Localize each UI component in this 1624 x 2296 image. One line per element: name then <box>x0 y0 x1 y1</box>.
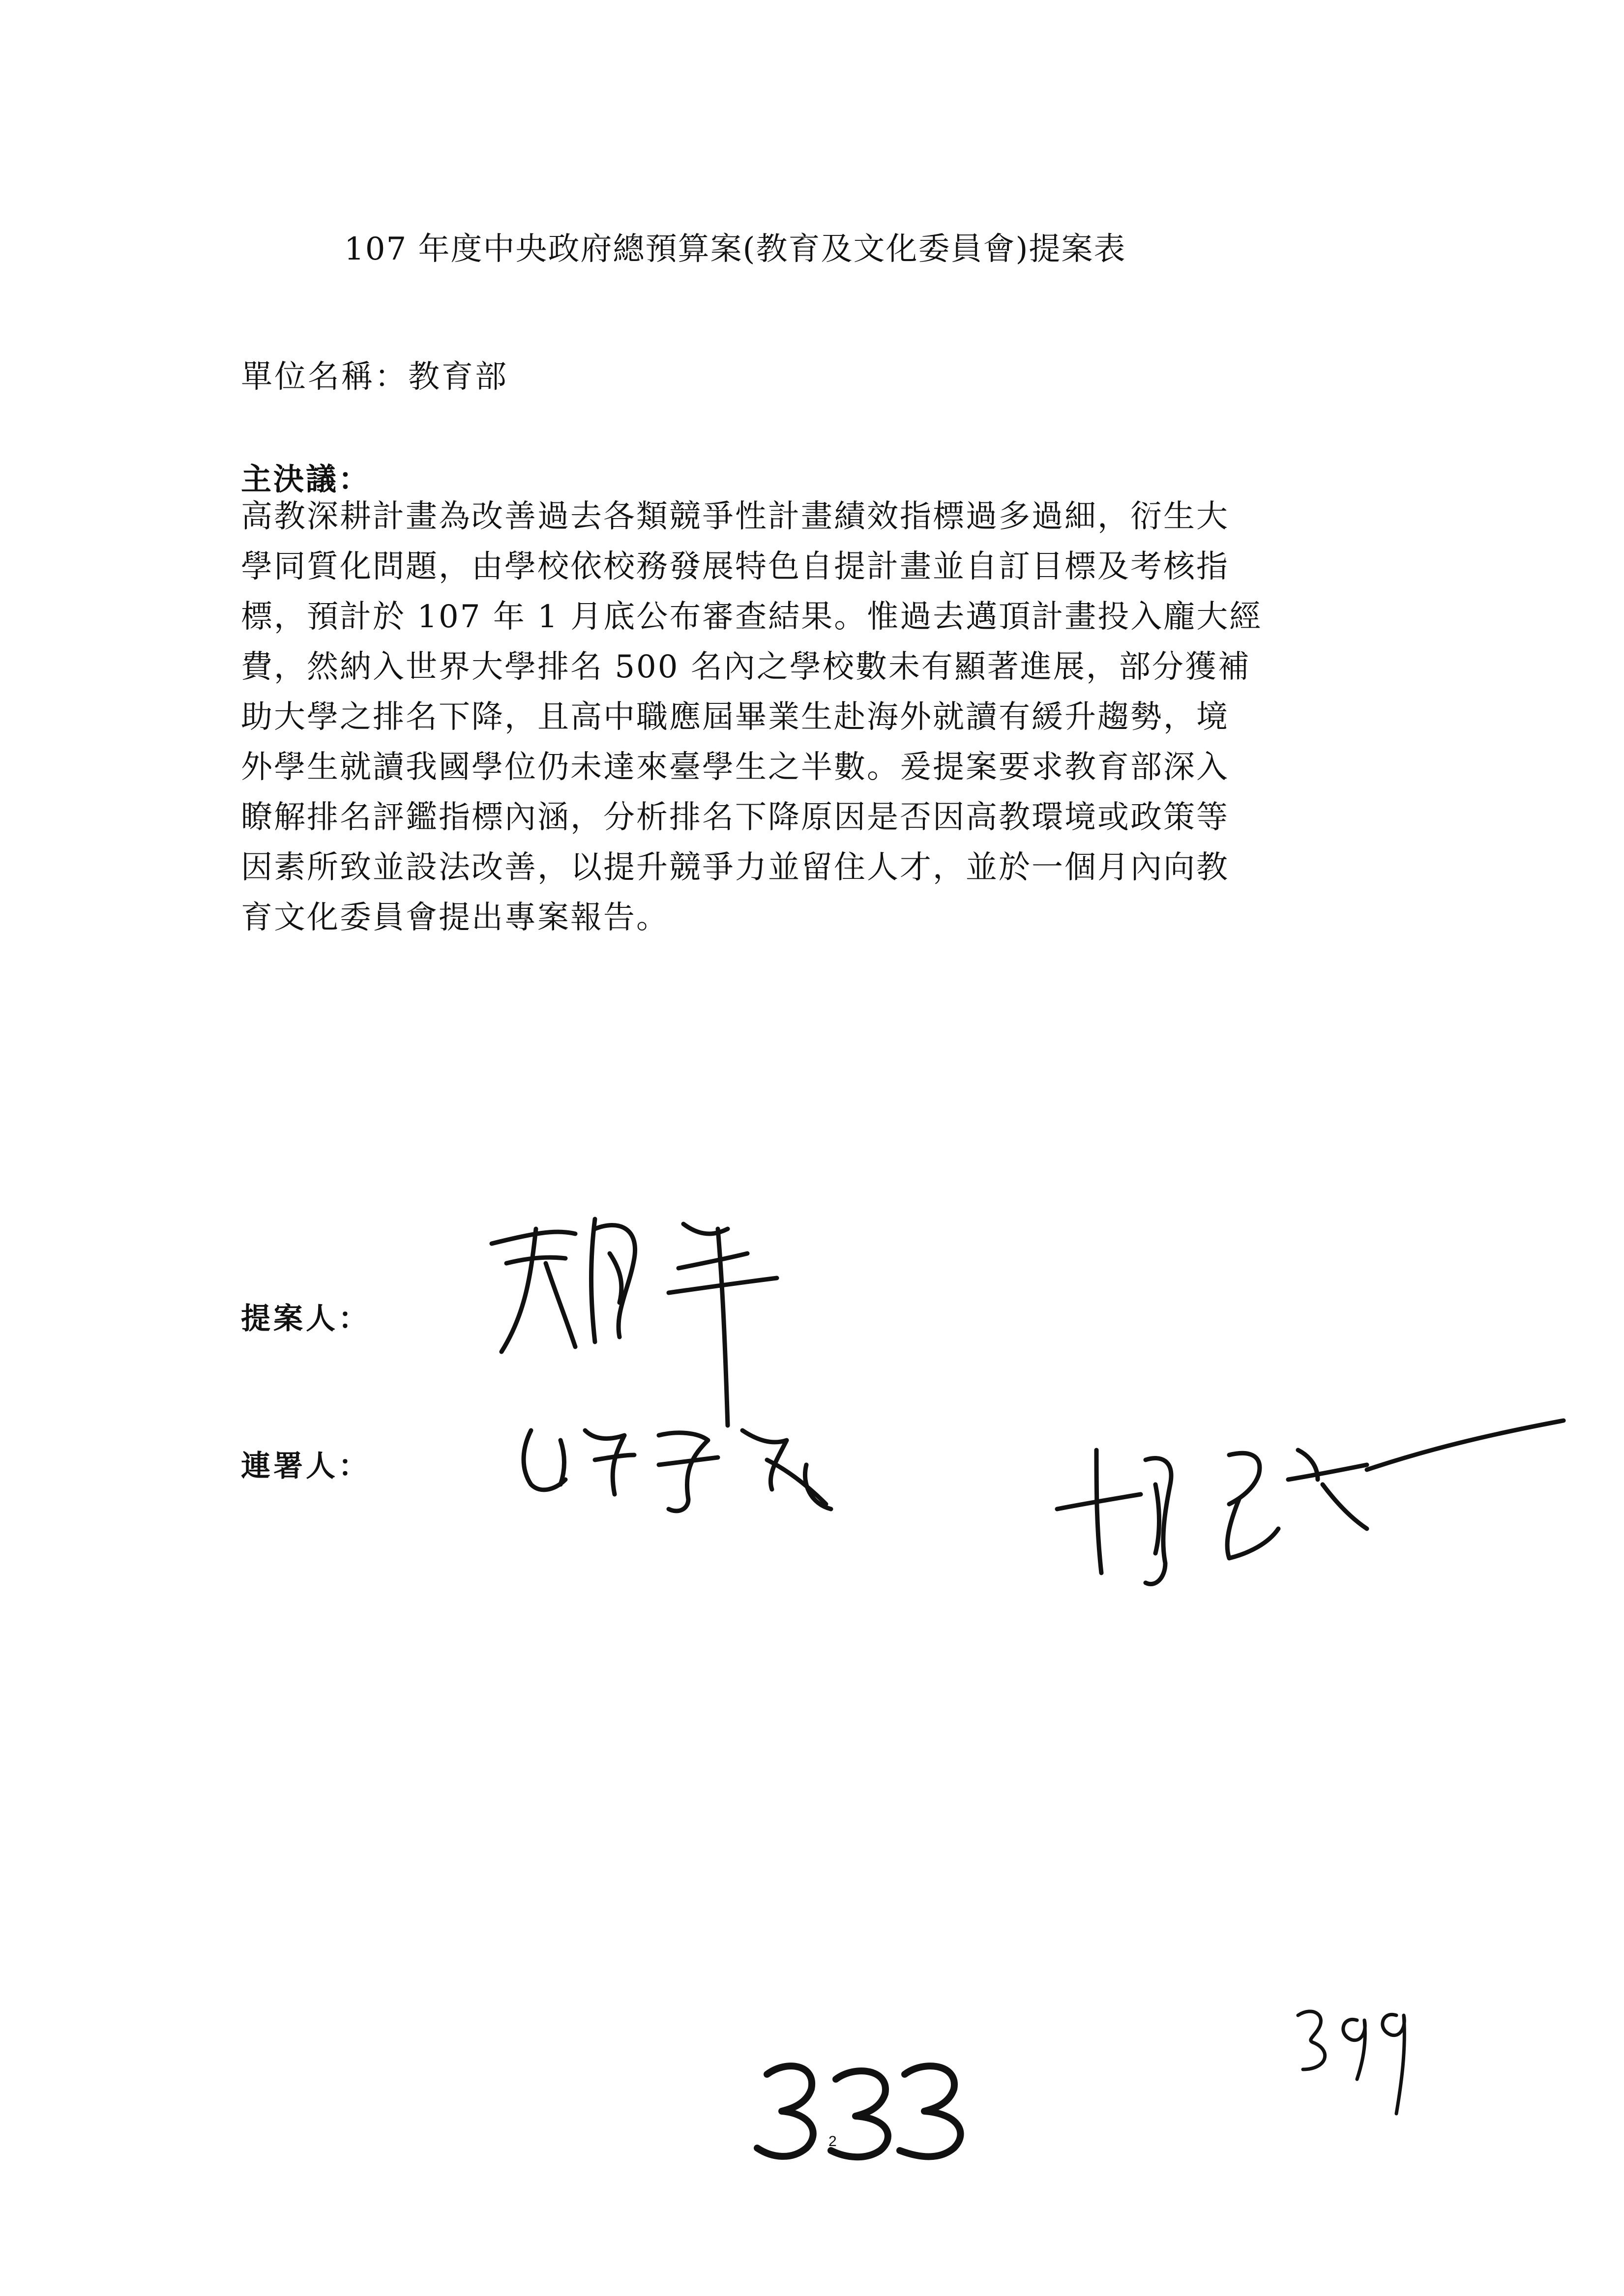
resolution-line: 助大學之排名下降，且高中職應屆畢業生赴海外就讀有緩升趨勢，境 <box>241 699 1229 735</box>
cosigner-signature-2-icon <box>1042 1411 1583 1617</box>
handwritten-page-number-small <box>1283 1996 1411 2123</box>
resolution-line: 外學生就讀我國學位仍未達來臺學生之半數。爰提案要求教育部深入 <box>241 749 1229 785</box>
resolution-body <box>241 492 1367 943</box>
resolution-line: 高教深耕計畫為改善過去各類競爭性計畫績效指標過多過細，衍生大 <box>241 498 1229 535</box>
resolution-line: 標，預計於 107 年 1 月底公布審查結果。惟過去邁頂計畫投入龐大經 <box>241 599 1263 635</box>
printed-page-number: 2 <box>828 2133 837 2150</box>
handwritten-page-number-large <box>752 2055 978 2168</box>
cosigner-signature-1-icon <box>511 1411 856 1529</box>
resolution-line: 費，然納入世界大學排名 500 名內之學校數未有顯著進展，部分獲補 <box>241 649 1251 685</box>
resolution-heading: 主決議： <box>241 461 371 497</box>
cosigner-label: 連署人： <box>241 1449 371 1483</box>
proposer-label: 提案人： <box>241 1302 371 1336</box>
resolution-line: 育文化委員會提出專案報告。 <box>241 900 669 936</box>
resolution-line: 瞭解排名評鑑指標內涵，分析排名下降原因是否因高教環境或政策等 <box>241 799 1229 836</box>
unit-name-line: 單位名稱：教育部 <box>241 359 508 395</box>
resolution-line: 學同質化問題，由學校依校務發展特色自提計畫並自訂目標及考核指 <box>241 549 1229 585</box>
resolution-line: 因素所致並設法改善，以提升競爭力並留住人才，並於一個月內向教 <box>241 849 1229 886</box>
document-title: 107 年度中央政府總預算案(教育及文化委員會)提案表 <box>344 231 1126 267</box>
